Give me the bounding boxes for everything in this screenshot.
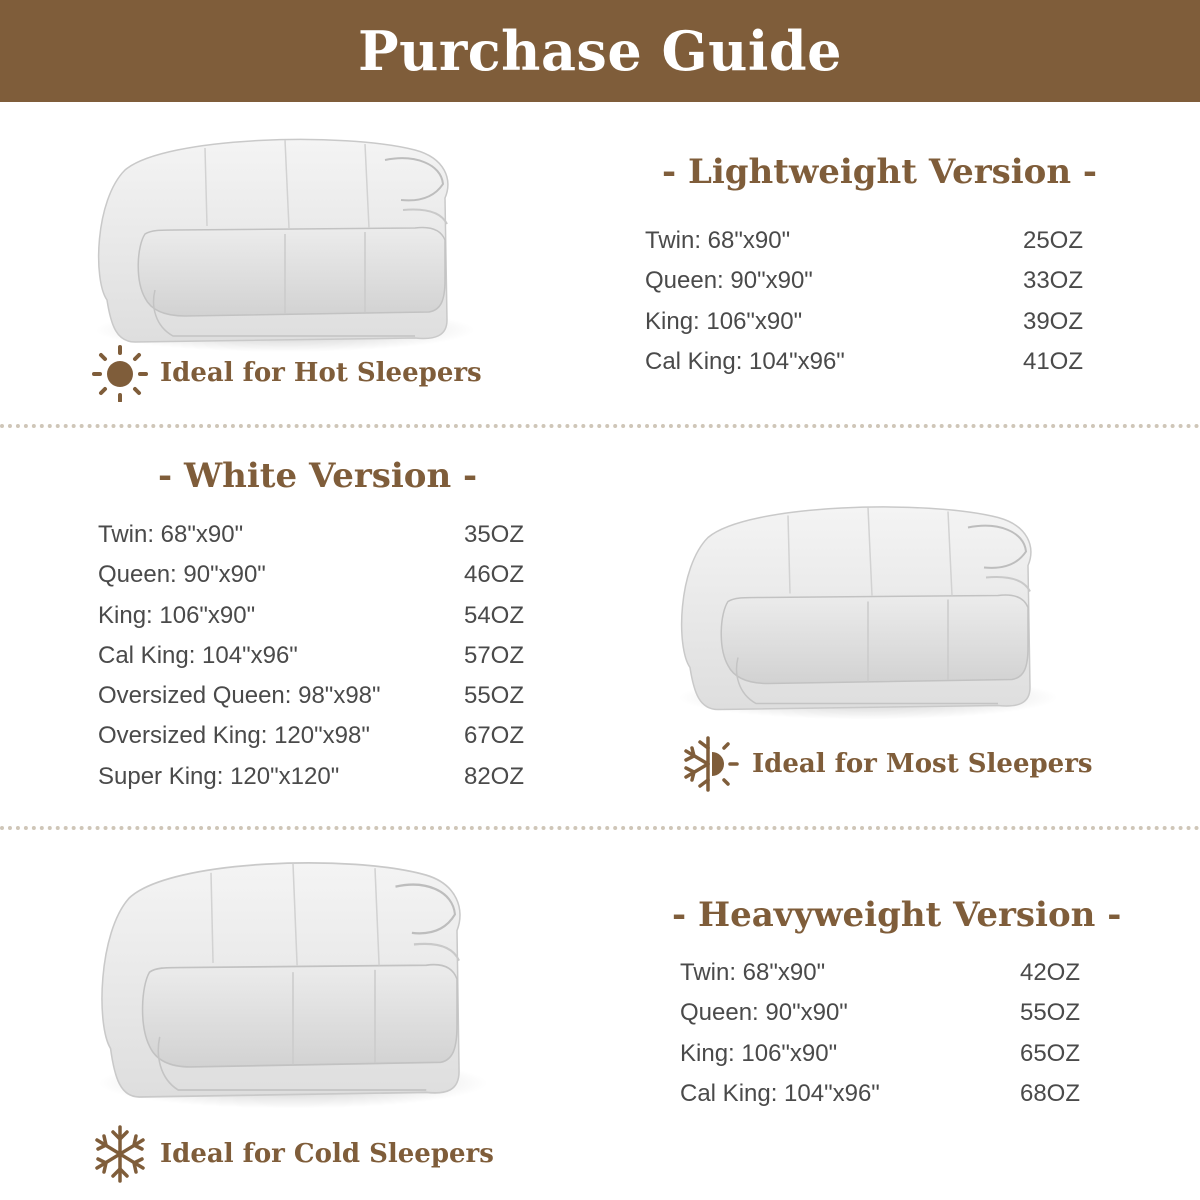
folded-comforter-image — [668, 495, 1068, 725]
table-row — [680, 953, 1080, 993]
weight-cell: 33OZ — [1022, 267, 1083, 295]
feature-label: Ideal for Hot Sleepers — [160, 358, 482, 388]
snowflake-sun-icon — [680, 734, 740, 794]
snowflake-icon — [92, 1124, 148, 1184]
table-row — [98, 515, 524, 555]
table-row — [98, 555, 524, 595]
weight-cell: 65OZ — [1019, 1039, 1080, 1067]
weight-cell: 46OZ — [463, 561, 524, 589]
header-banner — [0, 0, 1200, 102]
weight-cell: 55OZ — [463, 682, 524, 710]
size-cell: King: 106"x90" — [645, 307, 803, 335]
weight-cell: 42OZ — [1019, 959, 1080, 986]
table-row — [645, 342, 1083, 382]
feature-cold-sleepers — [92, 1124, 494, 1184]
table-row — [98, 716, 524, 756]
table-row — [645, 261, 1083, 301]
weight-cell: 35OZ — [463, 521, 524, 548]
weight-cell: 41OZ — [1022, 347, 1083, 375]
feature-hot-sleepers — [92, 344, 482, 402]
table-row — [98, 757, 524, 797]
table-row — [98, 636, 524, 676]
weight-cell: 39OZ — [1022, 307, 1083, 335]
weight-cell: 67OZ — [463, 722, 524, 750]
feature-label: Ideal for Cold Sleepers — [160, 1139, 494, 1169]
weight-cell: 55OZ — [1019, 999, 1080, 1027]
folded-comforter-image — [85, 130, 485, 355]
size-cell: Twin: 68"x90" — [680, 959, 826, 986]
section-title-heavyweight: - Heavyweight Version - — [672, 895, 1122, 935]
size-table-lightweight — [645, 221, 1083, 382]
size-cell: King: 106"x90" — [98, 601, 256, 629]
table-row — [645, 221, 1083, 261]
size-cell: Queen: 90"x90" — [98, 561, 266, 589]
size-table-white — [98, 515, 524, 797]
table-row — [98, 596, 524, 636]
page-title: Purchase Guide — [357, 19, 842, 83]
section-title-white: - White Version - — [158, 456, 478, 496]
section-divider — [0, 424, 1200, 428]
size-table-heavyweight — [680, 953, 1080, 1114]
feature-label: Ideal for Most Sleepers — [752, 749, 1093, 779]
weight-cell: 25OZ — [1022, 227, 1083, 254]
size-cell: Cal King: 104"x96" — [680, 1079, 880, 1107]
size-cell: Queen: 90"x90" — [680, 999, 848, 1027]
size-cell: Twin: 68"x90" — [98, 521, 244, 548]
weight-cell: 54OZ — [463, 601, 524, 629]
weight-cell: 82OZ — [463, 762, 524, 790]
weight-cell: 68OZ — [1019, 1079, 1080, 1107]
sun-icon — [92, 344, 148, 402]
folded-comforter-image — [88, 852, 498, 1112]
weight-cell: 57OZ — [463, 641, 524, 669]
table-row — [98, 676, 524, 716]
size-cell: King: 106"x90" — [680, 1039, 838, 1067]
section-divider — [0, 826, 1200, 830]
table-row — [680, 993, 1080, 1033]
size-cell: Cal King: 104"x96" — [645, 347, 845, 375]
size-cell: Super King: 120"x120" — [98, 762, 340, 790]
size-cell: Oversized Queen: 98"x98" — [98, 682, 381, 710]
section-title-lightweight: - Lightweight Version - — [662, 152, 1098, 192]
size-cell: Twin: 68"x90" — [645, 227, 791, 254]
feature-most-sleepers — [680, 734, 1093, 794]
size-cell: Oversized King: 120"x98" — [98, 722, 370, 750]
size-cell: Cal King: 104"x96" — [98, 641, 298, 669]
table-row — [645, 302, 1083, 342]
table-row — [680, 1034, 1080, 1074]
size-cell: Queen: 90"x90" — [645, 267, 813, 295]
table-row — [680, 1074, 1080, 1114]
